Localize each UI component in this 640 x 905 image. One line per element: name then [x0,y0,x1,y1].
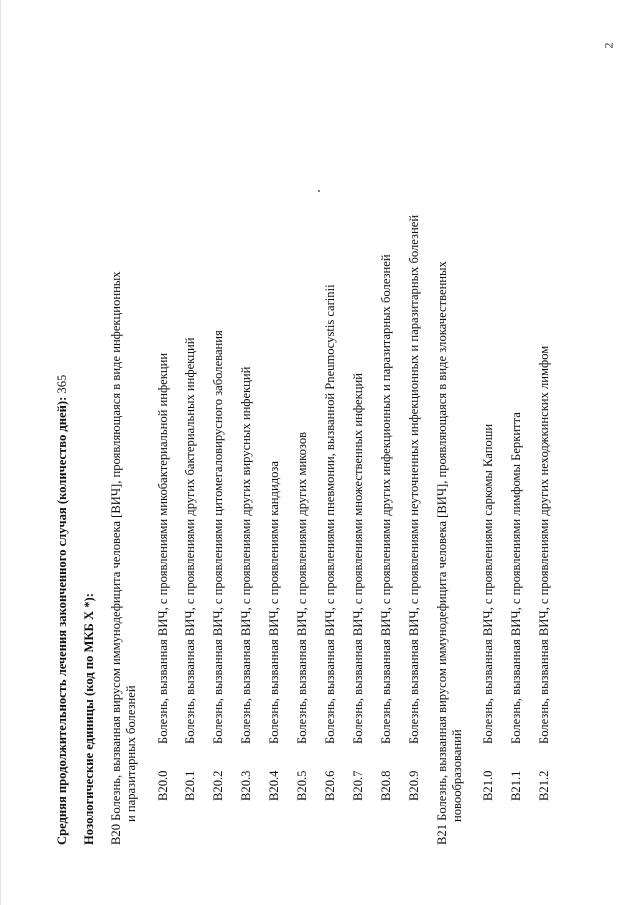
item-code: B21.0 [481,770,495,801]
duration-line [55,375,70,845]
group-code: B20 [109,824,123,845]
group-title-line: Болезнь, вызванная вирусом иммунодефицита человека [ВИЧ], проявляющаяся в виде инфекционных [109,271,123,821]
page-number: 2 [601,42,616,49]
item-code: B20.5 [295,770,309,801]
item-text: Болезнь, вызванная ВИЧ, с проявлениями кандидоза [267,461,281,744]
item-code: B20.7 [351,770,365,801]
item-text: Болезнь, вызванная ВИЧ, с проявлениями других вирусных инфекций [239,366,253,744]
rotated-content [55,55,575,845]
item-text: Болезнь, вызванная ВИЧ, с проявлениями микобактериальной инфекции [156,352,170,744]
item-code: B21.1 [509,770,523,801]
item-text: Болезнь, вызванная ВИЧ, с проявлениями саркомы Капоши [481,423,495,744]
group-title-cont-b20: и паразитарных болезней [124,685,138,822]
item-code: B20.8 [379,770,393,801]
duration-label: Средняя продолжительность лечения законченного случая (количество дней): [55,396,69,845]
item-code: B20.3 [239,770,253,801]
item-text: Болезнь, вызванная ВИЧ, с проявлениями других микозов [295,431,309,744]
item-code: B20.6 [323,770,337,801]
nosology-header: Нозологические единицы (код по МКБ X *): [82,593,96,845]
item-code: B20.1 [183,770,197,801]
item-code: B20.0 [156,770,170,801]
item-text: Болезнь, вызванная ВИЧ, с проявлениями других инфекционных и паразитарных болезней [379,254,393,744]
item-text: Болезнь, вызванная ВИЧ, с проявлениями неуточненных инфекционных и паразитарных болезней [407,214,421,744]
item-text: Болезнь, вызванная ВИЧ, с проявлениями других неходжкинских лимфом [537,345,551,744]
item-text: Болезнь, вызванная ВИЧ, с проявлениями множественных инфекций [351,373,365,744]
item-text: Болезнь, вызванная ВИЧ, с проявлениями пневмонии, вызванной Pneumocystis carinii [323,284,337,744]
item-text: Болезнь, вызванная ВИЧ, с проявлениями лимфомы Беркитта [509,412,523,744]
item-text: Болезнь, вызванная ВИЧ, с проявлениями других бактериальных инфекций [183,337,197,744]
item-code: B21.2 [537,770,551,801]
item-code: B20.4 [267,770,281,801]
group-title-cont-b21: новообразований [450,729,464,822]
group-title-b21 [435,261,450,845]
item-code: B20.2 [211,770,225,801]
item-code: B20.9 [407,770,421,801]
group-title-line: Болезнь, вызванная вирусом иммунодефицита человека [ВИЧ], проявляющаяся в виде злокачественных [435,261,449,821]
duration-value: 365 [55,374,69,394]
group-code: B21 [435,824,449,845]
group-title-b20 [109,271,124,845]
item-text: Болезнь, вызванная ВИЧ, с проявлениями цитомегаловирусного заболевания [211,330,225,744]
